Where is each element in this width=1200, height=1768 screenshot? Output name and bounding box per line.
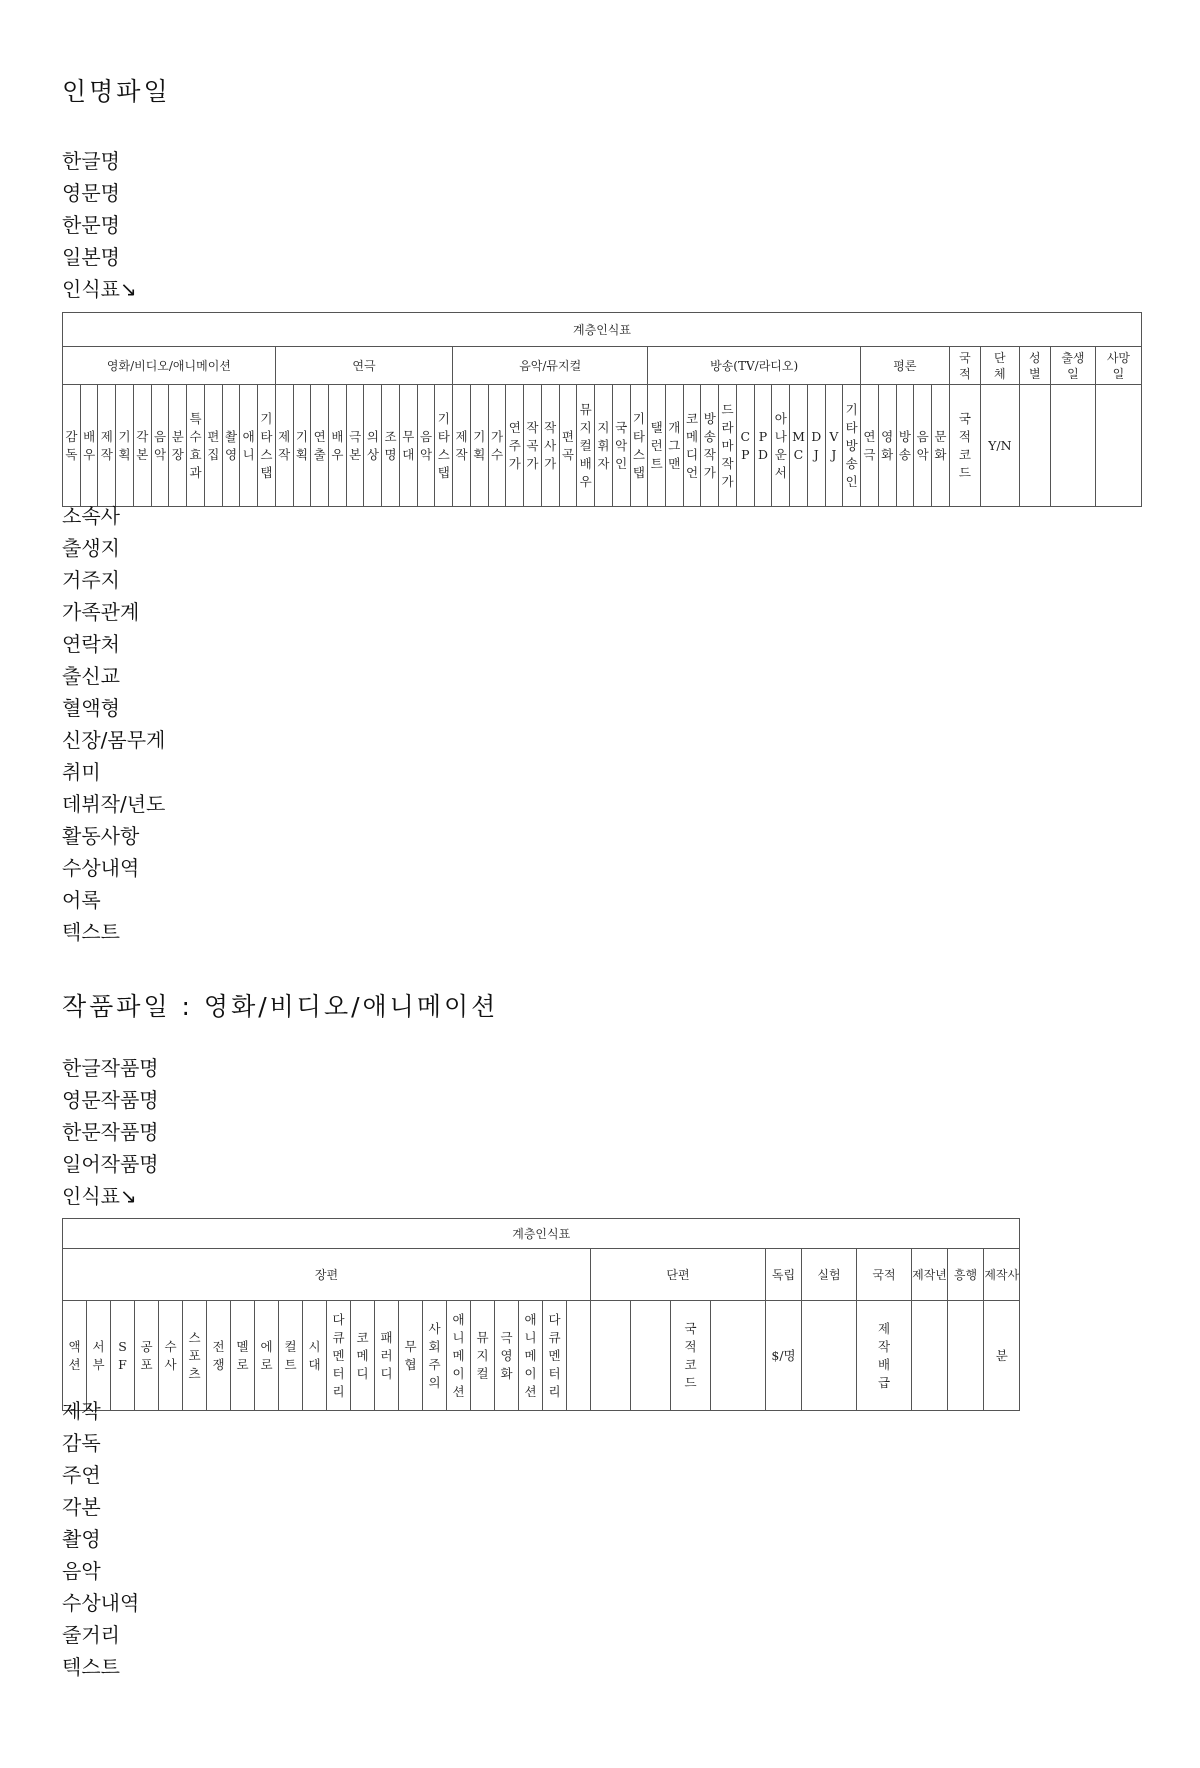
category-label: 문 화 [934, 428, 947, 462]
category-label: 스 포 츠 [188, 1329, 201, 1381]
category-label: 시 대 [308, 1338, 321, 1372]
category-label: 음 악 [420, 428, 433, 462]
work-hierarchy-table [62, 1218, 1020, 1411]
group-header [981, 347, 1020, 385]
category-cell [133, 385, 151, 507]
category-label: 기 획 [118, 428, 131, 462]
category-cell [825, 385, 843, 507]
field-agency: 소속사 [62, 504, 120, 528]
category-cell [1050, 385, 1095, 507]
category-label: 애 니 메 이 션 [452, 1311, 465, 1399]
category-label: 제 작 배 급 [877, 1320, 891, 1390]
person-hierarchy-table [62, 312, 1142, 507]
field-residence: 거주지 [62, 568, 120, 592]
category-cell [857, 1301, 912, 1411]
category-cell [447, 1301, 471, 1411]
group-header: 방송(TV/라디오) [648, 347, 861, 385]
group-header: 독립 [766, 1249, 802, 1301]
category-label: 제 작 [100, 428, 113, 462]
category-cell [648, 385, 666, 507]
field-hobby: 취미 [62, 760, 101, 784]
category-cell [187, 385, 205, 507]
category-label: 편 집 [207, 428, 220, 462]
field-synopsis: 줄거리 [62, 1623, 120, 1647]
category-label: 연 극 [863, 428, 876, 462]
field-lead-actors: 주연 [62, 1463, 101, 1487]
category-cell [631, 1301, 671, 1411]
category-cell [222, 385, 240, 507]
category-cell [488, 385, 506, 507]
category-cell [111, 1301, 135, 1411]
category-cell [807, 385, 825, 507]
category-label: 연 주 가 [508, 419, 521, 471]
category-cell [595, 385, 613, 507]
group-header [1095, 347, 1141, 385]
category-cell [843, 385, 861, 507]
category-row [63, 1301, 1020, 1411]
category-label: 제 작 [278, 428, 291, 462]
field-awards: 수상내역 [62, 856, 140, 880]
category-label: 애 니 [242, 428, 255, 462]
work-bottom-fields [62, 1395, 139, 1683]
field-korean-name: 한글명 [62, 149, 120, 173]
group-header: 흥행 [948, 1249, 984, 1301]
category-label: 컬 트 [284, 1338, 297, 1372]
category-cell [541, 385, 559, 507]
field-production: 제작 [62, 1399, 101, 1423]
category-label: 지 휘 자 [597, 419, 610, 471]
category-cell [255, 1301, 279, 1411]
category-cell [279, 1301, 303, 1411]
field-korean-title: 한글작품명 [62, 1056, 159, 1080]
category-cell [896, 385, 914, 507]
group-header [949, 347, 980, 385]
category-label: 기 타 스 탭 [437, 410, 450, 480]
category-label: 기 타 스 탭 [632, 410, 645, 480]
category-label: 조 명 [384, 428, 397, 462]
category-cell [665, 385, 683, 507]
category-label: 분 [995, 1347, 1008, 1363]
category-label: C P [740, 428, 751, 462]
group-header-label: 출생 일 [1061, 350, 1085, 381]
work-file-title: 작품파일 : 영화/비디오/애니메이션 [62, 992, 499, 1021]
category-label: V J [829, 428, 839, 462]
group-header: 실험 [802, 1249, 857, 1301]
group-header-label: 단 체 [994, 350, 1006, 381]
person-top-fields [62, 145, 137, 305]
category-cell [1019, 385, 1050, 507]
group-header: 국적 [857, 1249, 912, 1301]
category-label: P D [757, 428, 769, 462]
category-label: 감 독 [65, 428, 78, 462]
category-label: 기 획 [473, 428, 486, 462]
category-label: 촬 영 [224, 428, 238, 462]
category-cell [329, 385, 347, 507]
category-label: 편 곡 [561, 428, 574, 462]
category-label: M C [792, 428, 805, 462]
field-hanja-title: 한문작품명 [62, 1120, 159, 1144]
field-director: 감독 [62, 1431, 101, 1455]
category-label: 사 회 주 의 [428, 1320, 441, 1390]
category-label: 뮤 지 컬 배 우 [579, 401, 592, 489]
field-english-name: 영문명 [62, 181, 120, 205]
category-cell [802, 1301, 857, 1411]
category-cell [423, 1301, 447, 1411]
category-cell [577, 385, 595, 507]
category-label: 에 로 [260, 1338, 273, 1372]
category-label: 음 악 [154, 428, 167, 462]
field-tag-label: 인식표↘ [62, 1184, 137, 1208]
category-label: 극 영 화 [500, 1329, 513, 1381]
category-cell [719, 385, 737, 507]
category-cell [135, 1301, 159, 1411]
category-cell [382, 385, 400, 507]
category-cell [711, 1301, 766, 1411]
category-cell [63, 385, 81, 507]
category-cell [470, 385, 488, 507]
category-label: 국 적 코 드 [958, 410, 971, 480]
category-cell [453, 385, 471, 507]
category-cell [524, 385, 542, 507]
category-cell [984, 1301, 1020, 1411]
category-cell [207, 1301, 231, 1411]
category-cell [240, 385, 258, 507]
category-label: 국 악 인 [615, 419, 628, 471]
category-label: $/명 [771, 1347, 796, 1363]
category-row [63, 385, 1142, 507]
category-label: 음 악 [916, 428, 929, 462]
category-label: 무 협 [404, 1338, 417, 1372]
group-header [1050, 347, 1095, 385]
field-activities: 활동사항 [62, 824, 140, 848]
category-label: 각 본 [136, 428, 149, 462]
category-cell [772, 385, 790, 507]
category-cell [543, 1301, 567, 1411]
category-cell [878, 385, 896, 507]
field-cinematography: 촬영 [62, 1527, 101, 1551]
category-label: 작 사 가 [544, 419, 557, 471]
category-cell [327, 1301, 351, 1411]
category-label: 공 포 [140, 1338, 153, 1372]
category-label: 수 사 [164, 1338, 177, 1372]
group-header-label: 국 적 [959, 350, 971, 381]
category-cell [1095, 385, 1141, 507]
category-cell [275, 385, 293, 507]
category-cell [612, 385, 630, 507]
field-english-title: 영문작품명 [62, 1088, 159, 1112]
category-label: 방 송 작 가 [703, 410, 716, 480]
category-label: 배 우 [83, 428, 96, 462]
category-label: 코 메 디 [356, 1329, 369, 1381]
category-label: 뮤 지 컬 [476, 1329, 489, 1381]
field-quotes: 어록 [62, 888, 101, 912]
category-cell [591, 1301, 631, 1411]
category-label: 영 화 [881, 428, 894, 462]
group-header: 평론 [861, 347, 950, 385]
category-cell [311, 385, 329, 507]
field-birthplace: 출생지 [62, 536, 120, 560]
category-label: 방 송 [898, 428, 911, 462]
category-cell [98, 385, 116, 507]
category-cell [506, 385, 524, 507]
category-cell [861, 385, 879, 507]
group-header-row [63, 1249, 1020, 1301]
category-label: 분 장 [171, 428, 184, 462]
category-cell [435, 385, 453, 507]
category-cell [754, 385, 772, 507]
category-cell [567, 1301, 591, 1411]
group-header: 음악/뮤지컬 [453, 347, 648, 385]
category-label: 연 출 [313, 428, 326, 462]
category-label: 국 적 코 드 [684, 1320, 697, 1390]
category-label: 액 션 [68, 1338, 81, 1372]
field-tag-label: 인식표↘ [62, 277, 137, 301]
category-label: 기 타 방 송 인 [845, 401, 858, 489]
group-header: 제작년 [912, 1249, 948, 1301]
group-header: 장편 [63, 1249, 591, 1301]
field-japanese-name: 일본명 [62, 245, 120, 269]
category-cell [293, 385, 311, 507]
category-cell [471, 1301, 495, 1411]
field-blood-type: 혈액형 [62, 696, 120, 720]
category-cell [303, 1301, 327, 1411]
category-cell [375, 1301, 399, 1411]
category-cell [399, 385, 417, 507]
field-hanja-name: 한문명 [62, 213, 120, 237]
category-cell [914, 385, 932, 507]
category-label: 코 메 디 언 [686, 410, 699, 480]
category-label: 특 수 효 과 [189, 410, 202, 480]
category-label: 드 라 마 작 가 [721, 401, 734, 489]
category-cell [364, 385, 382, 507]
field-school: 출신교 [62, 664, 120, 688]
category-label: 애 니 메 이 션 [524, 1311, 537, 1399]
category-label: 배 우 [331, 428, 344, 462]
category-label: 전 쟁 [212, 1338, 225, 1372]
category-label: 탤 런 트 [650, 419, 663, 471]
group-header-label: 사망 일 [1106, 350, 1131, 381]
category-label: 극 본 [349, 428, 362, 462]
category-cell [351, 1301, 375, 1411]
category-label: S F [118, 1338, 127, 1372]
category-label: 다 큐 멘 터 리 [548, 1311, 561, 1399]
person-file-title: 인명파일 [62, 77, 171, 106]
category-cell [736, 385, 754, 507]
category-cell [948, 1301, 984, 1411]
category-cell [912, 1301, 948, 1411]
field-debut: 데뷔작/년도 [62, 792, 166, 816]
field-family: 가족관계 [62, 600, 140, 624]
category-cell [63, 1301, 87, 1411]
category-cell [630, 385, 648, 507]
group-header-label: 성 별 [1029, 350, 1041, 381]
category-cell [346, 385, 364, 507]
category-label: 아 나 운 서 [774, 410, 787, 480]
category-label: 패 러 디 [380, 1329, 393, 1381]
group-header: 단편 [591, 1249, 766, 1301]
category-cell [766, 1301, 802, 1411]
category-label: 개 그 맨 [668, 419, 681, 471]
category-cell [790, 385, 808, 507]
group-header [1019, 347, 1050, 385]
category-cell [258, 385, 276, 507]
category-label: 멜 로 [236, 1338, 249, 1372]
person-bottom-fields [62, 500, 165, 948]
category-label: 기 획 [295, 428, 308, 462]
category-cell [204, 385, 222, 507]
field-height-weight: 신장/몸무게 [62, 728, 166, 752]
category-label: 무 대 [402, 428, 415, 462]
category-cell [80, 385, 98, 507]
table-title: 계층인식표 [63, 313, 1142, 347]
category-cell [949, 385, 980, 507]
category-label: 서 부 [92, 1338, 105, 1372]
category-cell [159, 1301, 183, 1411]
field-text: 텍스트 [62, 920, 120, 944]
category-label: 작 곡 가 [526, 419, 539, 471]
category-cell [671, 1301, 711, 1411]
category-label: 의 상 [366, 428, 379, 462]
category-cell [683, 385, 701, 507]
group-header: 영화/비디오/애니메이션 [63, 347, 276, 385]
field-text: 텍스트 [62, 1655, 120, 1679]
field-japanese-title: 일어작품명 [62, 1152, 159, 1176]
category-cell [169, 385, 187, 507]
field-contact: 연락처 [62, 632, 120, 656]
category-label: Y/N [988, 437, 1012, 453]
category-label: 다 큐 멘 터 리 [332, 1311, 345, 1399]
category-cell [116, 385, 134, 507]
category-label: 기 타 스 탭 [260, 410, 273, 480]
category-cell [417, 385, 435, 507]
category-cell [981, 385, 1020, 507]
group-header-row [63, 347, 1142, 385]
category-cell [231, 1301, 255, 1411]
category-label: 가 수 [490, 428, 504, 462]
group-header: 연극 [275, 347, 452, 385]
table-title: 계층인식표 [63, 1219, 1020, 1249]
category-cell [151, 385, 169, 507]
category-cell [495, 1301, 519, 1411]
category-cell [519, 1301, 543, 1411]
field-awards: 수상내역 [62, 1591, 140, 1615]
category-cell [399, 1301, 423, 1411]
category-cell [931, 385, 949, 507]
category-cell [701, 385, 719, 507]
category-label: 제 작 [455, 428, 468, 462]
category-cell [559, 385, 577, 507]
category-cell [183, 1301, 207, 1411]
field-screenplay: 각본 [62, 1495, 101, 1519]
category-cell [87, 1301, 111, 1411]
category-label: D J [811, 428, 822, 462]
group-header: 제작사 [984, 1249, 1020, 1301]
field-music: 음악 [62, 1559, 101, 1583]
work-top-fields [62, 1052, 159, 1212]
